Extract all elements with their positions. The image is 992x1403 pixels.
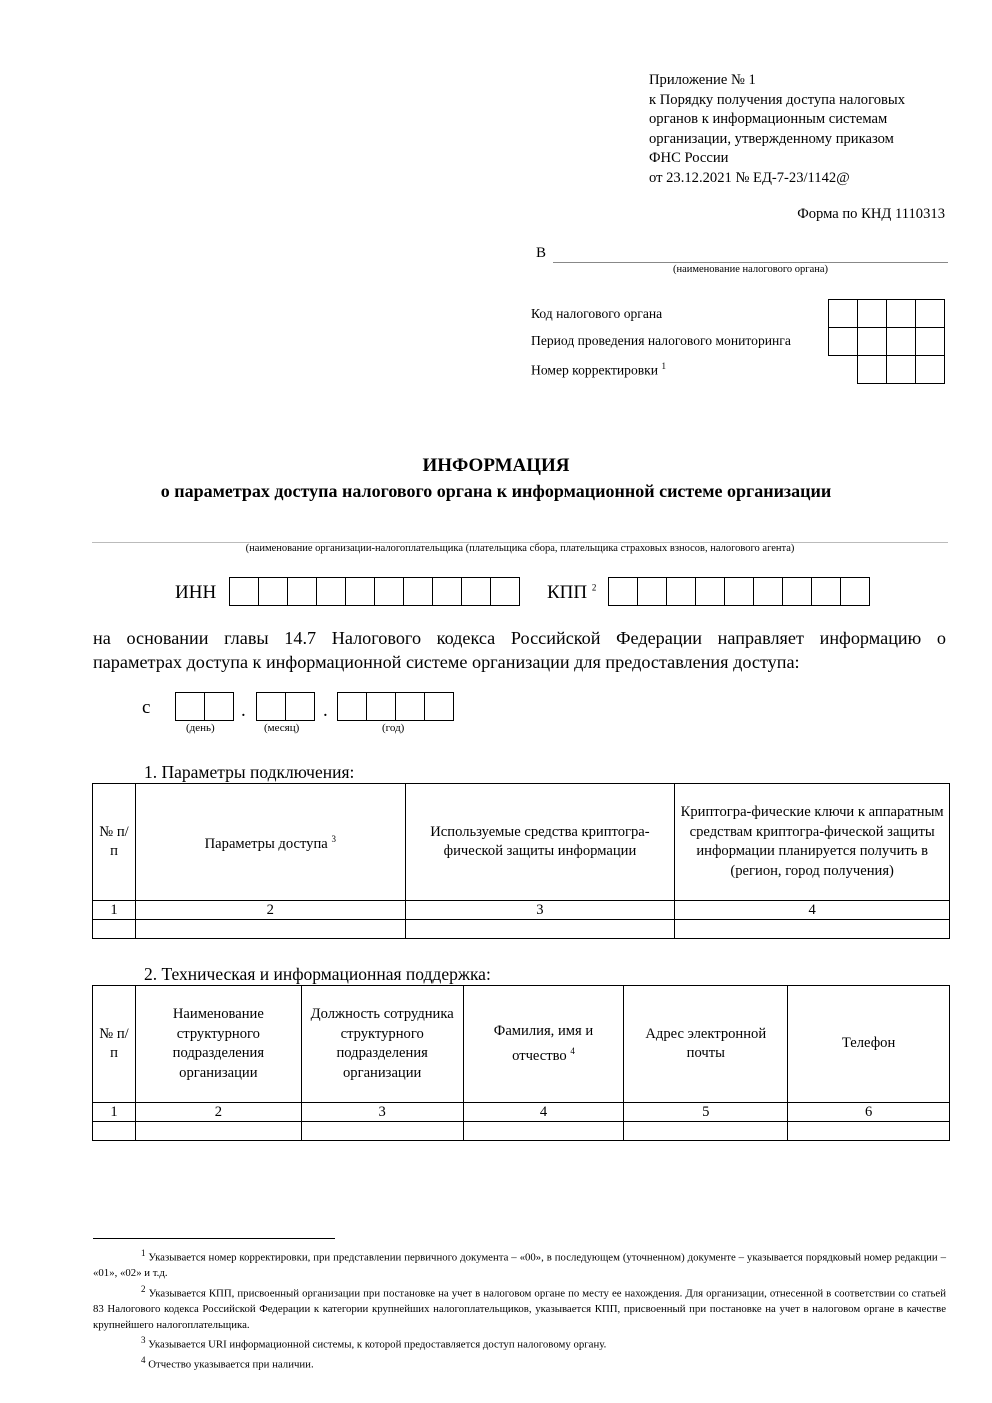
correction-label-text: Номер корректировки: [531, 362, 659, 378]
cell[interactable]: [175, 692, 205, 721]
period-label: Период проведения налогового мониторинга: [531, 333, 791, 348]
footnote-4: [93, 1353, 946, 1373]
data-cell[interactable]: [624, 1122, 788, 1141]
number-cell: 6: [788, 1103, 950, 1122]
organization-caption: (наименование организации-налогоплательщика (плательщика сбора, плательщика страховых взносов, налогового агента): [245, 543, 795, 554]
number-cell: 4: [463, 1103, 624, 1122]
cell[interactable]: [886, 327, 916, 356]
date-month-caption: (месяц): [264, 722, 300, 734]
date-dot: .: [323, 700, 328, 721]
cell[interactable]: [229, 577, 259, 606]
date-month-cells[interactable]: [256, 692, 315, 721]
number-cell: 3: [301, 1103, 463, 1122]
footnote-3: [93, 1333, 946, 1353]
data-cell[interactable]: [675, 920, 950, 939]
section1-title: 1. Параметры подключения:: [144, 762, 355, 782]
number-cell: 5: [624, 1103, 788, 1122]
header-cell: Используемые средства криптогра-фической защиты информации: [405, 784, 675, 901]
header-cell: № п/п: [93, 986, 136, 1103]
cell[interactable]: [886, 299, 916, 328]
cell[interactable]: [695, 577, 725, 606]
footnote-ref: 4: [570, 1045, 575, 1056]
kpp-label: [547, 582, 596, 604]
cell[interactable]: [811, 577, 841, 606]
header-cell: Криптогра-фические ключи к аппаратным средствам криптогра-фической защиты информации планируется получить в (регион, город получения): [675, 784, 950, 901]
tax-code-label: Код налогового органа: [531, 306, 663, 321]
document-title: ИНФОРМАЦИЯ: [422, 455, 570, 476]
cell[interactable]: [285, 692, 315, 721]
footnote-text: Указывается URI информационной системы, к которой предоставляется доступ налоговому органу.: [148, 1338, 607, 1351]
footnote-mark: 2: [141, 1283, 146, 1294]
correction-cells[interactable]: [857, 355, 945, 384]
header-cell: Должность сотрудника структурного подразделения организации: [301, 986, 463, 1103]
cell[interactable]: [915, 355, 945, 384]
cell[interactable]: [915, 299, 945, 328]
cell[interactable]: [337, 692, 367, 721]
footnote-text: Указывается КПП, присвоенный организации при постановке на учет в налоговом органе по месту ее нахождения. Для организации, отнесенной в соответствии со статьей 83 Налогового кодекса Российской Федерации к категории крупнейших налогоплательщиков, указывается КПП, присвоенный при постановке на учет в налоговом органе в качестве крупнейшего налогоплательщика.: [93, 1287, 946, 1331]
data-cell[interactable]: [135, 1122, 301, 1141]
footnote-ref: 2: [591, 582, 597, 593]
data-cell[interactable]: [135, 920, 405, 939]
data-cell[interactable]: [405, 920, 675, 939]
appendix-line: организации, утвержденному приказом: [649, 130, 894, 147]
table-number-row: [93, 901, 950, 920]
date-year-cells[interactable]: [337, 692, 454, 721]
footnote-ref: 3: [331, 833, 336, 844]
cell[interactable]: [316, 577, 346, 606]
table-header-row: [93, 986, 950, 1103]
inn-cells[interactable]: [229, 577, 520, 606]
date-year-caption: (год): [382, 722, 405, 734]
cell[interactable]: [782, 577, 812, 606]
header-text: Фамилия, имя и отчество: [493, 1023, 594, 1064]
appendix-line: от 23.12.2021 № ЕД-7-23/1142@: [649, 169, 850, 186]
cell[interactable]: [403, 577, 433, 606]
recipient-prefix: В: [536, 245, 547, 261]
number-cell: 3: [405, 901, 675, 920]
header-text: Параметры доступа: [204, 835, 328, 852]
cell[interactable]: [395, 692, 425, 721]
basis-line-2: параметрах доступа к информационной системе организации для предоставления доступа:: [93, 652, 800, 672]
cell[interactable]: [753, 577, 783, 606]
footnotes: [93, 1246, 946, 1374]
form-code: Форма по КНД 1110313: [797, 206, 945, 222]
header-cell: № п/п: [93, 784, 136, 901]
section2-title: 2. Техническая и информационная поддержка:: [144, 964, 491, 984]
date-day-cells[interactable]: [175, 692, 234, 721]
cell[interactable]: [857, 299, 887, 328]
cell[interactable]: [886, 355, 916, 384]
cell[interactable]: [915, 327, 945, 356]
recipient-caption: (наименование налогового органа): [672, 264, 829, 275]
footnote-mark: 1: [141, 1248, 146, 1258]
data-cell[interactable]: [93, 1122, 136, 1141]
table-number-row: [93, 1103, 950, 1122]
date-dot: .: [241, 700, 246, 721]
cell[interactable]: [490, 577, 520, 606]
footnote-separator: [93, 1238, 335, 1239]
appendix-line: органов к информационным системам: [649, 111, 888, 128]
connection-params-table: [92, 783, 950, 939]
footnote-text: Отчество указывается при наличии.: [148, 1358, 314, 1371]
recipient-input-line[interactable]: [553, 262, 948, 263]
cell[interactable]: [840, 577, 870, 606]
cell[interactable]: [828, 327, 858, 356]
header-cell: Адрес электронной почты: [624, 986, 788, 1103]
cell[interactable]: [258, 577, 288, 606]
header-cell: Телефон: [788, 986, 950, 1103]
footnote-ref: 1: [661, 361, 666, 371]
data-cell[interactable]: [301, 1122, 463, 1141]
document-subtitle: о параметрах доступа налогового органа к информационной системе организации: [160, 481, 832, 501]
data-cell[interactable]: [93, 920, 136, 939]
kpp-label-text: КПП: [547, 582, 588, 603]
appendix-block: [649, 71, 969, 189]
cell[interactable]: [345, 577, 375, 606]
kpp-cells[interactable]: [608, 577, 870, 606]
period-cells[interactable]: [828, 327, 945, 356]
number-cell: 2: [135, 1103, 301, 1122]
header-cell: [135, 784, 405, 901]
cell[interactable]: [374, 577, 404, 606]
cell[interactable]: [828, 299, 858, 328]
number-cell: 4: [675, 901, 950, 920]
footnote-2: [93, 1282, 946, 1333]
appendix-line: Приложение № 1: [649, 72, 756, 88]
cell[interactable]: [287, 577, 317, 606]
data-cell[interactable]: [788, 1122, 950, 1141]
correction-label: [531, 361, 666, 379]
number-cell: 2: [135, 901, 405, 920]
cell[interactable]: [432, 577, 462, 606]
date-prefix: с: [142, 697, 151, 718]
cell[interactable]: [608, 577, 638, 606]
date-day-caption: (день): [186, 722, 215, 734]
support-table: [92, 985, 950, 1141]
tax-code-cells[interactable]: [828, 299, 945, 328]
number-cell: 1: [93, 1103, 136, 1122]
cell[interactable]: [637, 577, 667, 606]
cell[interactable]: [461, 577, 491, 606]
table-row[interactable]: [93, 1122, 950, 1141]
appendix-line: к Порядку получения доступа налоговых: [649, 91, 906, 108]
footnote-1: [93, 1246, 946, 1282]
cell[interactable]: [857, 327, 887, 356]
header-cell: [463, 986, 624, 1103]
cell[interactable]: [256, 692, 286, 721]
inn-label: ИНН: [175, 582, 217, 603]
number-cell: 1: [93, 901, 136, 920]
cell[interactable]: [424, 692, 454, 721]
cell[interactable]: [857, 355, 887, 384]
header-cell: Наименование структурного подразделения организации: [135, 986, 301, 1103]
table-header-row: [93, 784, 950, 901]
basis-line-1: на основании главы 14.7 Налогового кодекса Российской Федерации направляет информацию о: [93, 628, 946, 648]
cell[interactable]: [366, 692, 396, 721]
cell[interactable]: [724, 577, 754, 606]
footnote-text: Указывается номер корректировки, при представлении первичного документа – «00», в последующем (уточненном) документе – указывается порядковый номер редакции – «01», «02» и т.д.: [93, 1251, 947, 1280]
footnote-mark: 3: [141, 1335, 146, 1346]
data-cell[interactable]: [463, 1122, 624, 1141]
footnote-mark: 4: [141, 1355, 146, 1366]
appendix-line: ФНС России: [649, 150, 729, 167]
table-row[interactable]: [93, 920, 950, 939]
cell[interactable]: [204, 692, 234, 721]
cell[interactable]: [666, 577, 696, 606]
